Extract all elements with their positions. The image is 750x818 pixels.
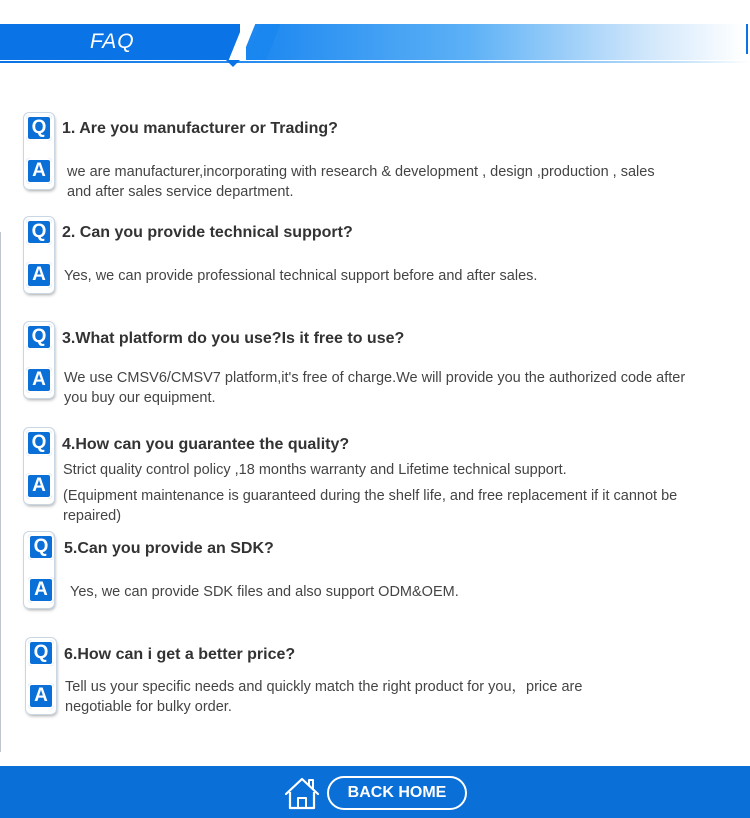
faq-question: 3.What platform do you use?Is it free to use? [62, 330, 405, 347]
answer-line: (Equipment maintenance is guaranteed during the shelf life, and free replacement if it cannot be [63, 488, 678, 504]
answer-badge: A [26, 473, 52, 499]
answer-badge: A [26, 367, 52, 393]
question-badge: Q [28, 640, 54, 666]
answer-line: repaired) [63, 508, 122, 524]
answer-badge: A [26, 262, 52, 288]
page-title: FAQ [90, 30, 135, 53]
question-badge: Q [26, 219, 52, 245]
answer-line: and after sales service department. [67, 184, 294, 200]
question-badge: Q [28, 534, 54, 560]
answer-line: you buy our equipment. [64, 390, 216, 406]
header-notch [226, 60, 240, 67]
faq-question: 1. Are you manufacturer or Trading? [62, 120, 338, 137]
qa-badge-column [24, 428, 54, 504]
faq-header [0, 24, 750, 68]
faq-answer [64, 368, 685, 408]
faq-answer [64, 266, 537, 286]
answer-badge: A [28, 683, 54, 709]
faq-answer [63, 460, 677, 526]
answer-line: Strict quality control policy ,18 months warranty and Lifetime technical support. [63, 462, 567, 478]
qa-badge-column [24, 532, 54, 608]
faq-answer [67, 162, 655, 202]
home-icon[interactable] [283, 774, 321, 812]
answer-badge: A [28, 577, 54, 603]
footer-bar [0, 766, 750, 818]
header-underline [0, 61, 750, 63]
back-home-button[interactable]: BACK HOME [327, 776, 467, 810]
answer-line: Tell us your specific needs and quickly match the right product for you，price are [65, 679, 583, 695]
qa-badge-column [26, 638, 56, 714]
question-badge: Q [26, 324, 52, 350]
faq-answer [70, 582, 459, 602]
answer-line: negotiable for bulky order. [65, 699, 232, 715]
question-badge: Q [26, 115, 52, 141]
answer-line: Yes, we can provide professional technical support before and after sales. [64, 268, 538, 284]
faq-answer [65, 677, 582, 717]
faq-question: 4.How can you guarantee the quality? [62, 436, 350, 453]
faq-question: 6.How can i get a better price? [64, 646, 296, 663]
faq-question: 2. Can you provide technical support? [62, 224, 353, 241]
answer-line: We use CMSV6/CMSV7 platform,it's free of charge.We will provide you the authorized code after [64, 370, 686, 386]
edge-line [0, 232, 1, 752]
header-bar-gradient [246, 24, 744, 60]
question-badge: Q [26, 430, 52, 456]
qa-badge-column [24, 217, 54, 293]
faq-question: 5.Can you provide an SDK? [64, 540, 274, 557]
edge-mark [746, 24, 748, 54]
qa-badge-column [24, 322, 54, 398]
answer-line: Yes, we can provide SDK files and also support ODM&OEM. [70, 584, 459, 600]
qa-badge-column [24, 113, 54, 189]
answer-line: we are manufacturer,incorporating with research & development , design ,production , sales [67, 164, 655, 180]
answer-badge: A [26, 158, 52, 184]
